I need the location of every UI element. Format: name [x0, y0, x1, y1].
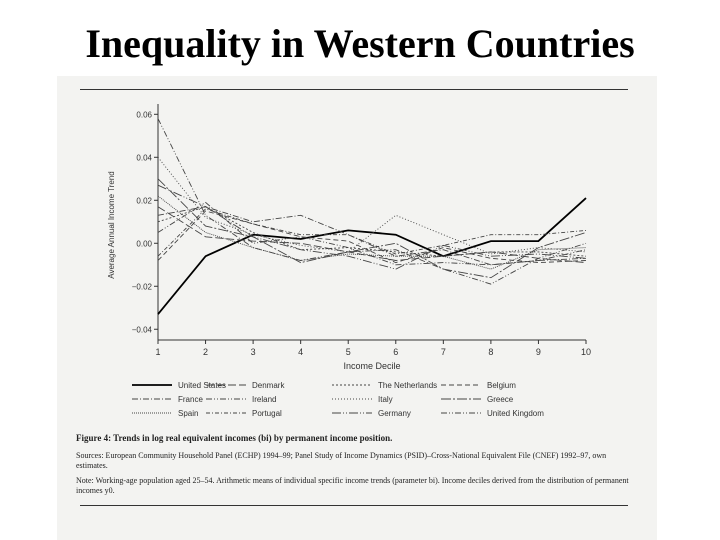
legend-label: Portugal	[252, 409, 282, 418]
legend-label: France	[178, 395, 203, 404]
legend-label: Denmark	[252, 381, 285, 390]
y-tick-label: 0.06	[136, 110, 152, 120]
x-tick-label: 9	[535, 347, 541, 357]
bottom-rule	[80, 505, 628, 506]
legend-label: Germany	[378, 409, 411, 418]
legend-label: The Netherlands	[378, 381, 438, 390]
figure-caption: Figure 4: Trends in log real equivalent incomes (bi) by permanent income position.	[76, 433, 393, 443]
sources-note: Sources: European Community Household Panel (ECHP) 1994–99; Panel Study of Income Dynamics (PSID)–Cross-National Equivalent File (CNEF) 1992–97, own estimates.	[76, 451, 607, 470]
chart-axes	[107, 104, 591, 371]
y-tick-label: 0.04	[136, 153, 152, 163]
series-line	[158, 179, 586, 278]
y-tick-label: 0.02	[136, 196, 152, 206]
methodology-note: Note: Working-age population aged 25–54. Arithmetic means of individual specific income trends (parameter bi). Income deciles derived from the distribution of permanent incomes y0.	[76, 476, 629, 495]
x-tick-label: 8	[488, 347, 494, 357]
slide-title: Inequality in Western Countries	[85, 21, 635, 66]
x-tick-label: 6	[393, 347, 399, 357]
legend-label: Spain	[178, 409, 199, 418]
legend-label: Greece	[487, 395, 514, 404]
y-tick-label: −0.02	[131, 282, 152, 292]
series-lines	[158, 119, 586, 315]
y-tick-label: −0.04	[131, 325, 152, 335]
legend-label: United Kingdom	[487, 409, 544, 418]
y-axis-label: Average Annual Income Trend	[107, 171, 116, 279]
x-axis-label: Income Decile	[343, 361, 401, 371]
chart-legend	[132, 381, 544, 418]
x-tick-label: 5	[345, 347, 351, 357]
legend-label: Ireland	[252, 395, 277, 404]
legend-label: Belgium	[487, 381, 516, 390]
x-tick-label: 3	[250, 347, 256, 357]
x-tick-label: 4	[298, 347, 304, 357]
legend-label: Italy	[378, 395, 393, 404]
legend-label: United States	[178, 381, 227, 390]
x-tick-label: 1	[155, 347, 161, 357]
x-tick-label: 7	[440, 347, 446, 357]
x-tick-label: 10	[580, 347, 592, 357]
series-line	[158, 119, 586, 285]
y-tick-label: 0.00	[136, 239, 152, 249]
series-line	[158, 157, 586, 254]
series-line	[158, 207, 586, 263]
x-tick-label: 2	[203, 347, 209, 357]
